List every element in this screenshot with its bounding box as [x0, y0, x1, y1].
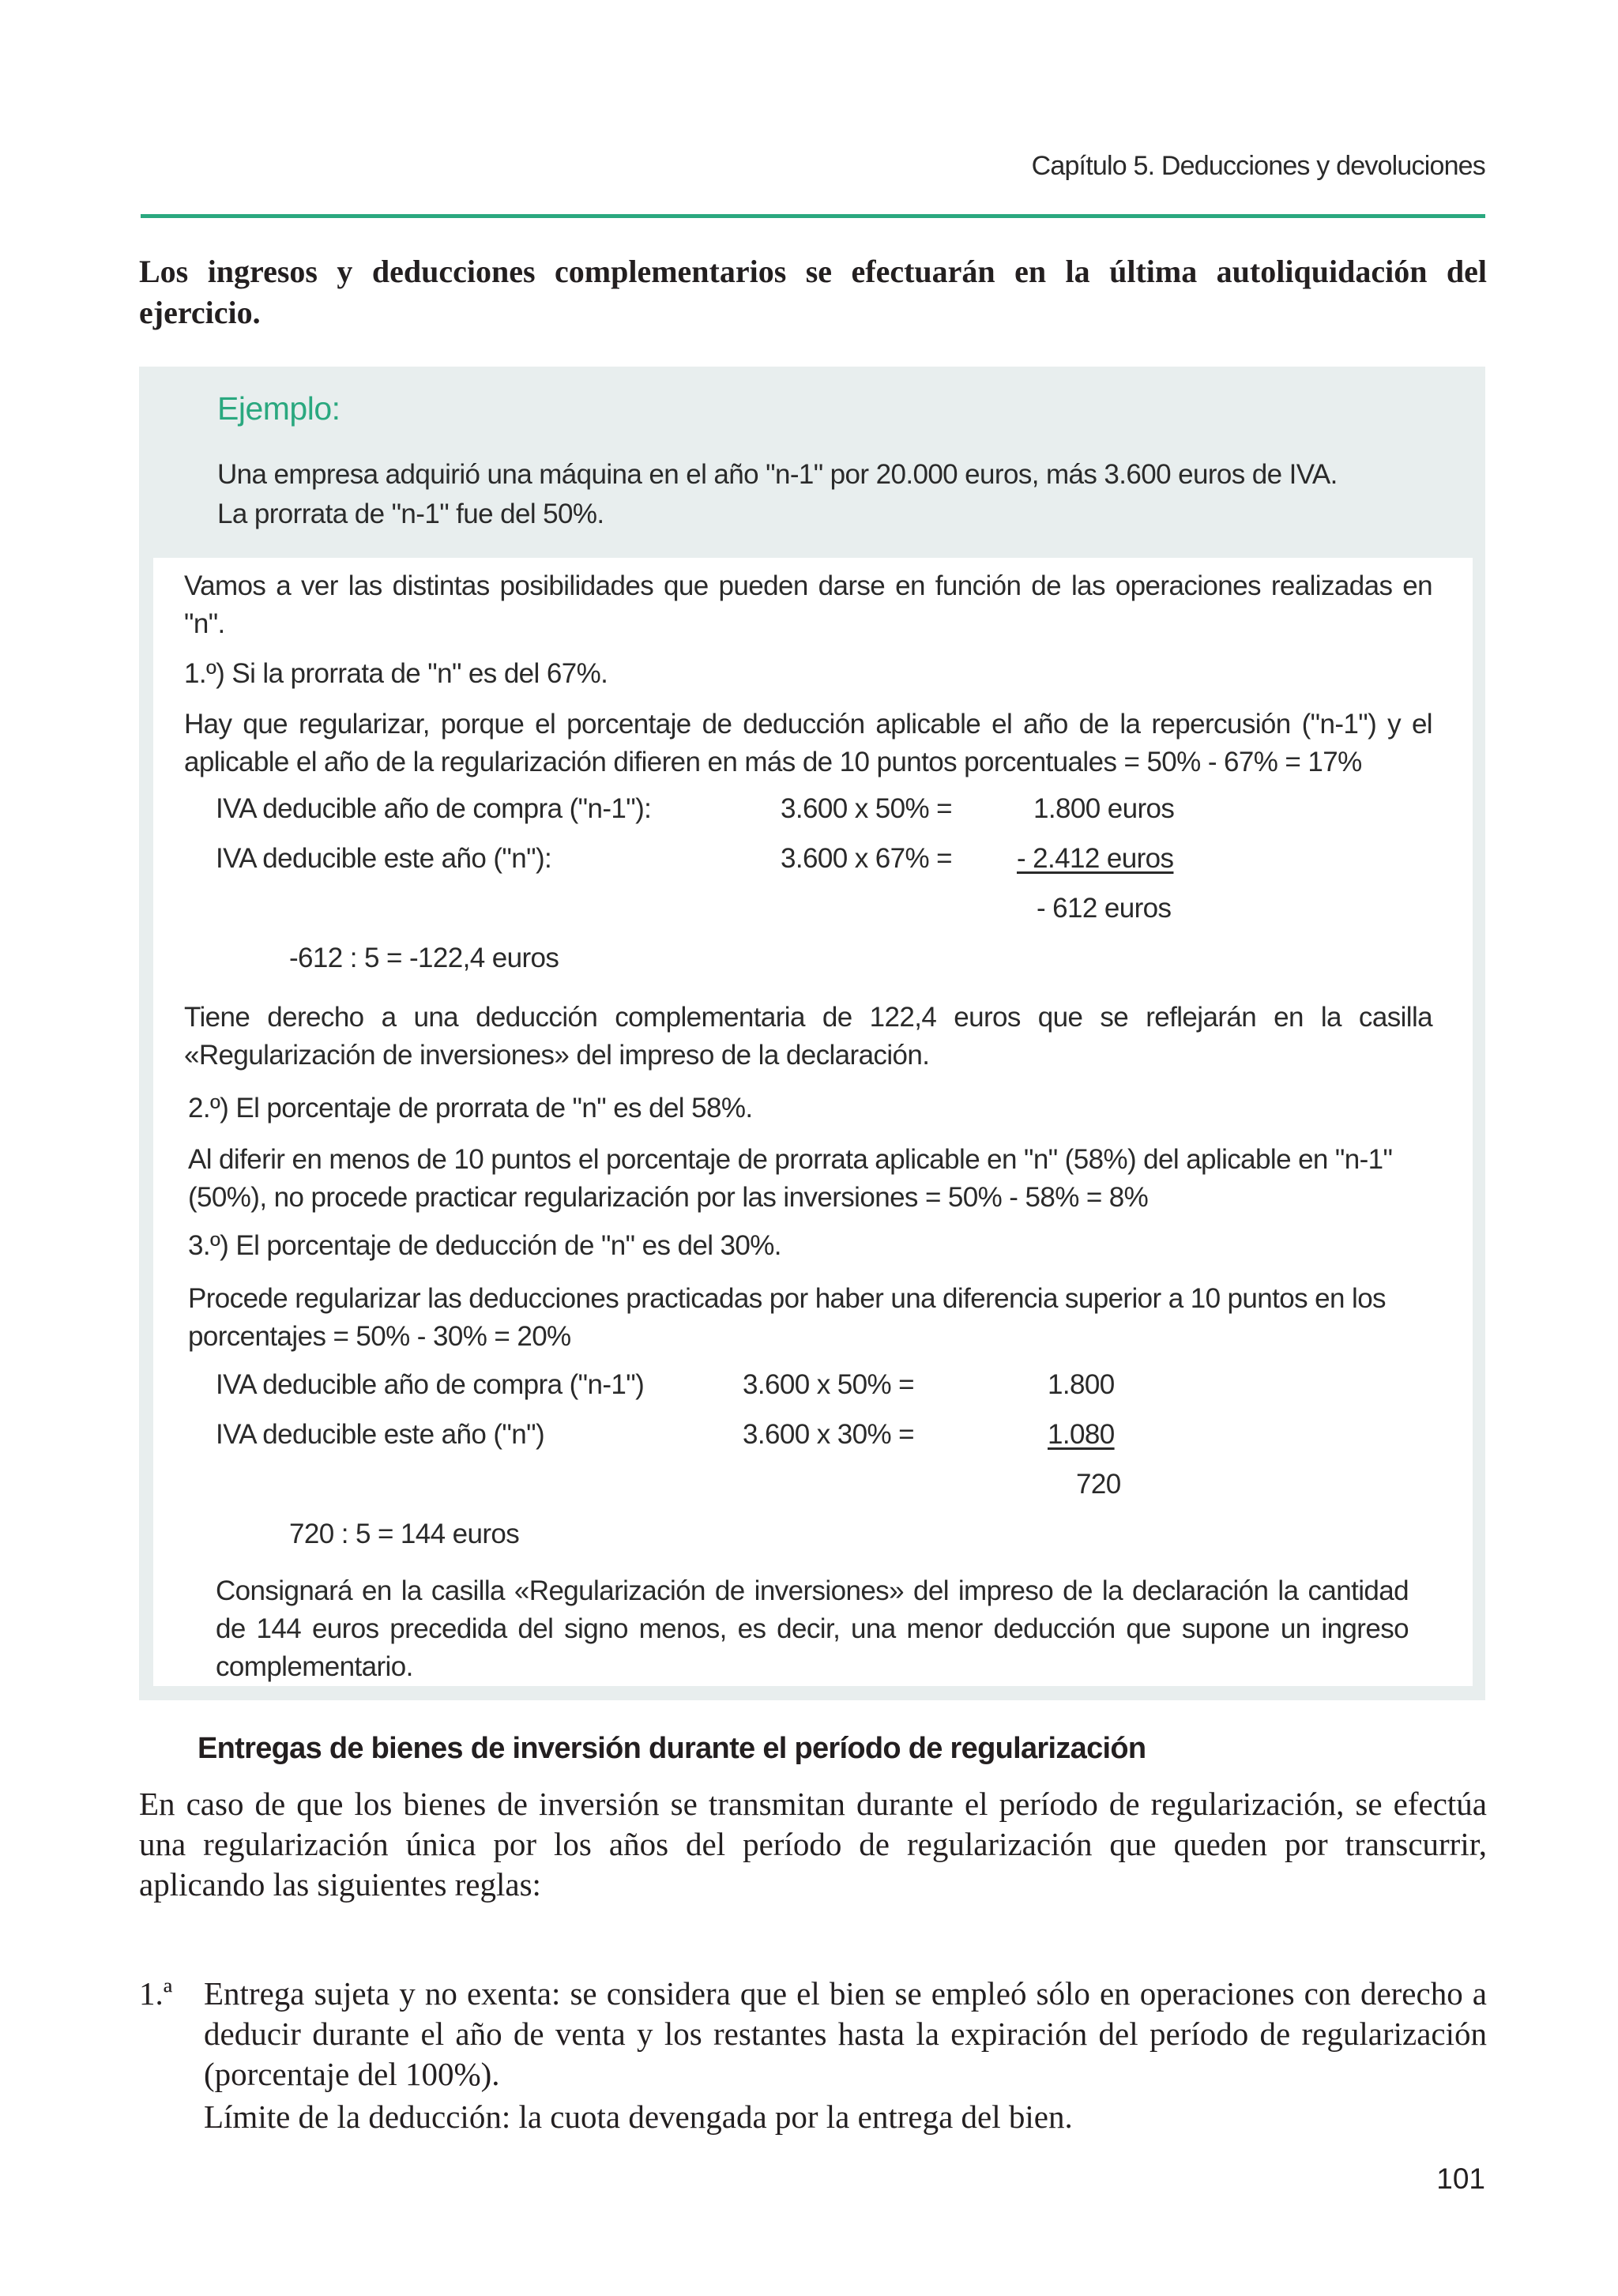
header-rule — [141, 214, 1485, 218]
case1-row2-label: IVA deducible este año ("n"): — [216, 843, 552, 874]
case1-row2-result: - 2.412 euros — [1017, 843, 1174, 874]
case3-row2-result: 1.080 — [1048, 1419, 1115, 1450]
example-title: Ejemplo: — [217, 390, 341, 427]
case3-total: 720 — [1076, 1469, 1121, 1500]
example-statement-line: La prorrata de "n-1" fue del 50%. — [217, 499, 604, 529]
case1-explanation: Hay que regularizar, porque el porcentaje de deducción aplicable el año de la repercusión ("n-1") y el aplicable el año de la regularización difieren en más de 10 puntos porcentuales = 50% - 67% = 17% — [184, 709, 1432, 777]
case3-conclusion: Consignará en la casilla «Regularización de inversiones» del impreso de la declaración la cantidad de 144 euros precedida del signo menos, es decir, una menor deducción que supone un ingreso complementario. — [216, 1575, 1409, 1682]
page-number: 101 — [1436, 2162, 1485, 2195]
case3-division: 720 : 5 = 144 euros — [289, 1519, 520, 1549]
case3-heading: 3.º) El porcentaje de deducción de "n" es del 30%. — [188, 1230, 781, 1261]
case1-row1-calc: 3.600 x 50% = — [781, 793, 952, 824]
case1-row1-result: 1.800 euros — [1033, 793, 1175, 824]
rule-text: Entrega sujeta y no exenta: se considera que el bien se empleó sólo en operaciones con derecho a deducir durante el año de venta y los restantes hasta la expiración del período de regularización (porcentaje del 100%). — [204, 1975, 1487, 2092]
case3-row1-label: IVA deducible año de compra ("n-1") — [216, 1369, 645, 1400]
chapter-header: Capítulo 5. Deducciones y devoluciones — [1031, 151, 1485, 181]
intro-paragraph: Los ingresos y deducciones complementarios se efectuarán en la última autoliquidación del ejercicio. — [139, 254, 1487, 330]
case3-explanation: Procede regularizar las deducciones practicadas por haber una diferencia superior a 10 puntos en los porcentajes = 50% - 30% = 20% — [188, 1283, 1386, 1352]
solution-intro: Vamos a ver las distintas posibilidades que pueden darse en función de las operaciones realizadas en "n". — [184, 570, 1432, 639]
case1-division: -612 : 5 = -122,4 euros — [289, 943, 559, 973]
case2-heading: 2.º) El porcentaje de prorrata de "n" es del 58%. — [188, 1093, 753, 1124]
case2-explanation: Al diferir en menos de 10 puntos el porcentaje de prorrata aplicable en "n" (58%) del aplicable en "n-1" (50%), no procede practicar regularización por las inversiones = 50% - 58% = 8% — [188, 1144, 1393, 1213]
case1-conclusion: Tiene derecho a una deducción complementaria de 122,4 euros que se reflejarán en la casilla «Regularización de inversiones» del impreso de la declaración. — [184, 1002, 1432, 1071]
example-statement-line: Una empresa adquirió una máquina en el año "n-1" por 20.000 euros, más 3.600 euros de IVA. — [217, 459, 1338, 490]
case1-total: - 612 euros — [1037, 893, 1172, 924]
case1-heading: 1.º) Si la prorrata de "n" es del 67%. — [184, 658, 608, 689]
rule-limit: Límite de la deducción: la cuota devengada por la entrega del bien. — [204, 2098, 1073, 2135]
case3-row1-calc: 3.600 x 50% = — [743, 1369, 914, 1400]
section-paragraph: En caso de que los bienes de inversión se transmitan durante el período de regularización, se efectúa una regularización única por los años del período de regularización que queden por transcurrir, aplicando las siguientes reglas: — [139, 1786, 1487, 1903]
rule-number: 1.ª — [139, 1975, 173, 2012]
case3-row1-result: 1.800 — [1048, 1369, 1115, 1400]
case3-row2-label: IVA deducible este año ("n") — [216, 1419, 545, 1450]
case1-row2-calc: 3.600 x 67% = — [781, 843, 952, 874]
section-heading: Entregas de bienes de inversión durante el período de regularización — [198, 1732, 1146, 1765]
case1-row1-label: IVA deducible año de compra ("n-1"): — [216, 793, 652, 824]
example-statement — [217, 455, 1450, 534]
case3-row2-calc: 3.600 x 30% = — [743, 1419, 914, 1450]
